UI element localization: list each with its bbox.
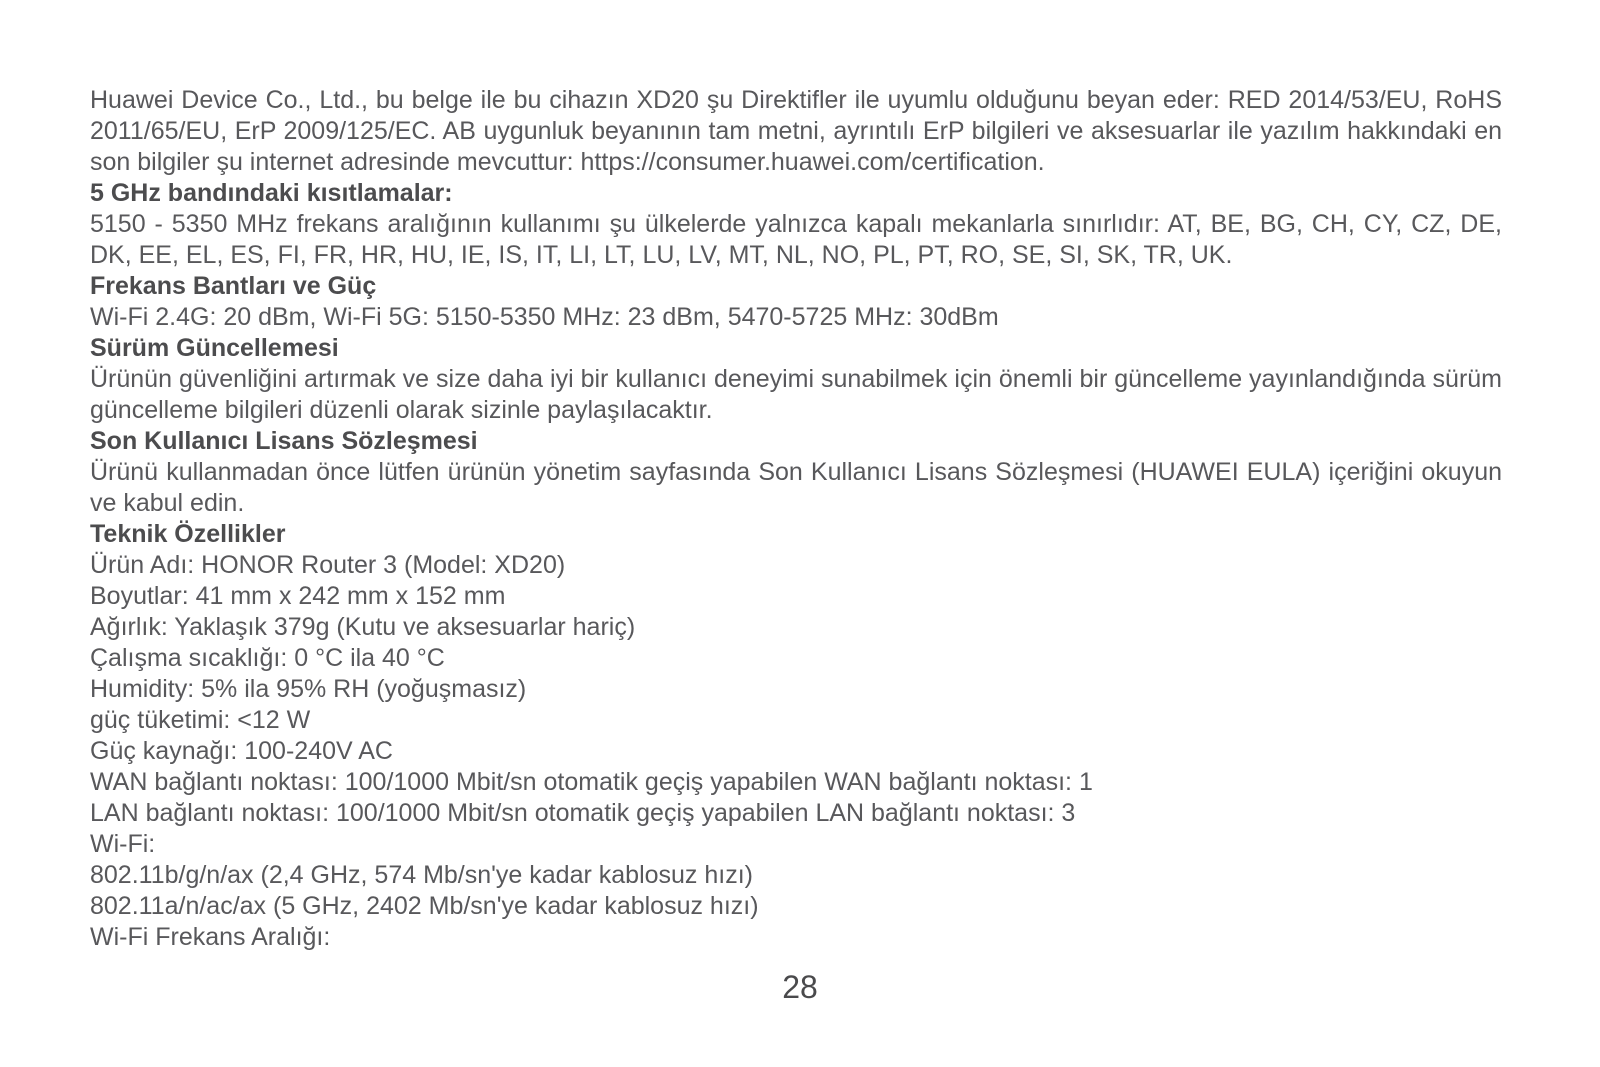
spec-humidity: Humidity: 5% ila 95% RH (yoğuşmasız) (90, 675, 527, 703)
page-footer (0, 968, 1600, 1006)
heading-5ghz-restrictions: 5 GHz bandındaki kısıtlamalar: (90, 179, 453, 207)
spec-power-consumption: güç tüketimi: <12 W (90, 706, 311, 734)
paragraph-version-update: Ürünün güvenliğini artırmak ve size daha iyi bir kullanıcı deneyimi sunabilmek için önemli bir güncelleme yayınlandığında sürüm güncelleme bilgileri düzenli olarak sizinle paylaşılacaktır. (90, 365, 1502, 424)
heading-eula: Son Kullanıcı Lisans Sözleşmesi (90, 427, 478, 455)
heading-version-update: Sürüm Güncellemesi (90, 334, 339, 362)
spec-wifi-24ghz: 802.11b/g/n/ax (2,4 GHz, 574 Mb/sn'ye kadar kablosuz hızı) (90, 861, 754, 889)
spec-wifi-frequency-range-label: Wi-Fi Frekans Aralığı: (90, 923, 331, 951)
page-number: 28 (782, 969, 818, 1005)
spec-wan-port: WAN bağlantı noktası: 100/1000 Mbit/sn otomatik geçiş yapabilen WAN bağlantı noktası: 1 (90, 768, 1093, 796)
spec-operating-temperature: Çalışma sıcaklığı: 0 °C ila 40 °C (90, 644, 445, 672)
spec-lan-port: LAN bağlantı noktası: 100/1000 Mbit/sn otomatik geçiş yapabilen LAN bağlantı noktası: 3 (90, 799, 1076, 827)
heading-technical-specs: Teknik Özellikler (90, 520, 286, 548)
paragraph-5ghz-countries: 5150 - 5350 MHz frekans aralığının kullanımı şu ülkelerde yalnızca kapalı mekanlarla sınırlıdır: AT, BE, BG, CH, CY, CZ, DE, DK, EE, EL, ES, FI, FR, HR, HU, IE, IS, IT, LI, LT, LU, LV, MT, NL, NO, PL, PT, RO, SE, SI, SK, TR, UK. (90, 210, 1502, 269)
spec-wifi-5ghz: 802.11a/n/ac/ax (5 GHz, 2402 Mb/sn'ye kadar kablosuz hızı) (90, 892, 759, 920)
heading-frequency-bands-power: Frekans Bantları ve Güç (90, 272, 377, 300)
spec-dimensions: Boyutlar: 41 mm x 242 mm x 152 mm (90, 582, 506, 610)
paragraph-frequency-power-values: Wi-Fi 2.4G: 20 dBm, Wi-Fi 5G: 5150-5350 MHz: 23 dBm, 5470-5725 MHz: 30dBm (90, 303, 999, 331)
spec-product-name: Ürün Adı: HONOR Router 3 (Model: XD20) (90, 551, 566, 579)
spec-wifi-label: Wi-Fi: (90, 830, 156, 858)
paragraph-eula: Ürünü kullanmadan önce lütfen ürünün yönetim sayfasında Son Kullanıcı Lisans Sözleşmesi (HUAWEI EULA) içeriğini okuyun ve kabul edin. (90, 458, 1502, 517)
spec-power-supply: Güç kaynağı: 100-240V AC (90, 737, 393, 765)
paragraph-declaration: Huawei Device Co., Ltd., bu belge ile bu cihazın XD20 şu Direktifler ile uyumlu olduğunu beyan eder: RED 2014/53/EU, RoHS 2011/65/EU, ErP 2009/125/EC. AB uygunluk beyanının tam metni, ayrıntılı ErP bilgileri ve aksesuarlar ile yazılım hakkındaki en son bilgiler şu internet adresinde mevcuttur: https://consumer.huawei.com/certification. (90, 86, 1502, 176)
spec-weight: Ağırlık: Yaklaşık 379g (Kutu ve aksesuarlar hariç) (90, 613, 636, 641)
document-page (90, 85, 1502, 953)
